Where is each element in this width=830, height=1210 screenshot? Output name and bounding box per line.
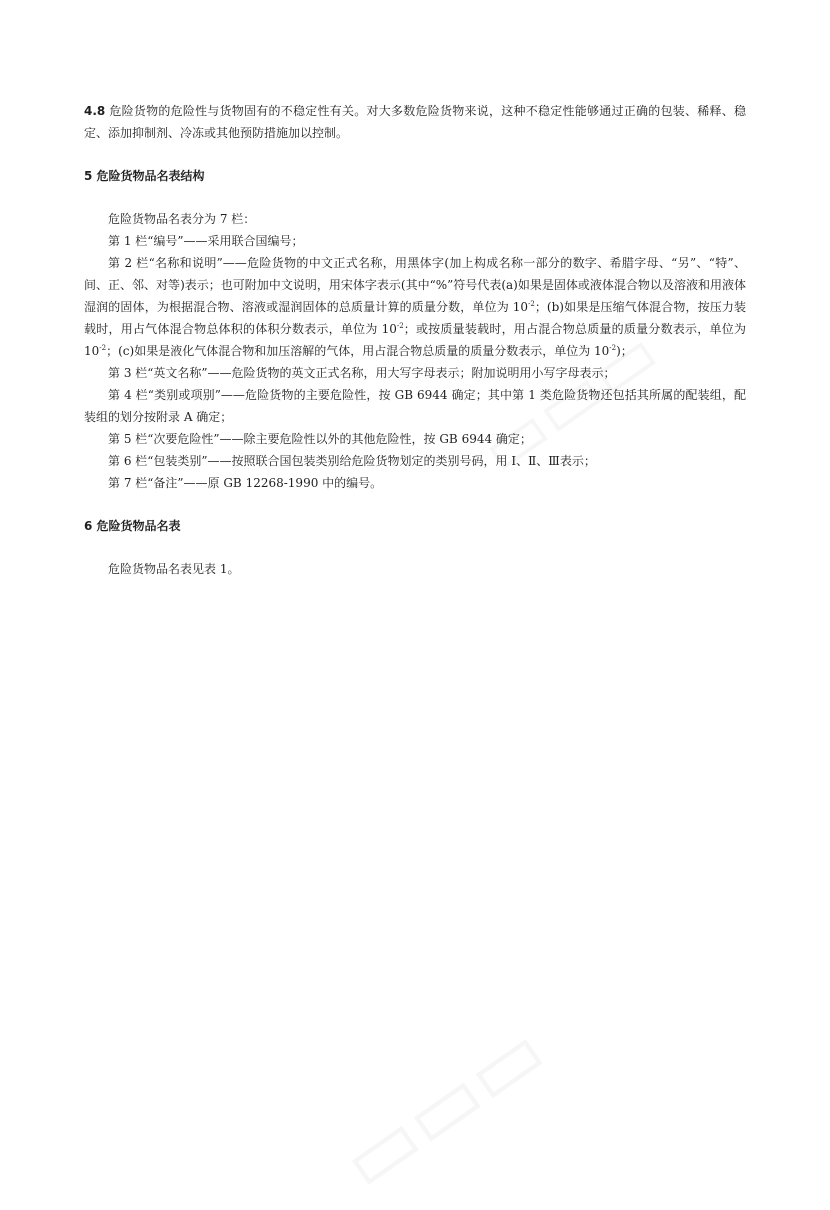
clause-4-8 (84, 100, 746, 144)
clause-text: 危险货物的危险性与货物固有的不稳定性有关。对大多数危险货物来说，这种不稳定性能够通过正确的包装、稀释、稳定、添加抑制剂、冷冻或其他预防措施加以控制。 (84, 104, 746, 140)
clause-number: 4.8 (84, 104, 106, 118)
col2-part-d: ；(c)如果是液化气体混合物和加压溶解的气体，用占混合物总质量的质量分数表示，单位为 10 (106, 344, 610, 358)
table-structure-intro: 危险货物品名表分为 7 栏： (108, 212, 256, 226)
col2-part-e: )； (616, 344, 633, 358)
section-5-heading: 5 危险货物品名表结构 (84, 169, 205, 183)
table-reference: 危险货物品名表见表 1。 (108, 562, 240, 576)
exponent: -2 (609, 344, 617, 352)
col2-part-a: 第 2 栏“名称和说明”——危险货物的中文正式名称，用黑体字(加上构成名称一部分的数字、希腊字母、“另”、“特”、间、正、邻、对等)表示；也可附加中文说明，用宋体字表示(其中“%”符号代表(a)如果是固体或液体混合物以及溶液和用液体湿润的固体，为根据混合物、溶液或湿润固体的总质量计算的质量分数，单位为 10 (84, 256, 746, 314)
watermark-mark (324, 1003, 563, 1209)
column-7-description: 第 7 栏“备注”——原 GB 12268-1990 中的编号。 (108, 476, 383, 490)
exponent: -2 (528, 300, 535, 308)
exponent: -2 (396, 322, 404, 330)
exponent: -2 (99, 344, 107, 352)
column-6-description: 第 6 栏“包装类别”——按照联合国包装类别给危险货物划定的类别号码，用 Ⅰ、Ⅱ、Ⅲ表示； (108, 454, 596, 468)
section-6-heading: 6 危险货物品名表 (84, 519, 181, 533)
column-2-description (84, 252, 746, 362)
col2-part-c: ；或按质量装载时，用占混合物总质量的质量分数表示，单位为 10 (84, 322, 746, 358)
column-3-description: 第 3 栏“英文名称”——危险货物的英文正式名称，用大写字母表示；附加说明用小写字母表示； (108, 366, 616, 380)
column-4-description: 第 4 栏“类别或项别”——危险货物的主要危险性，按 GB 6944 确定；其中第 1 类危险货物还包括其所属的配装组，配装组的划分按附录 A 确定； (84, 388, 746, 424)
column-1-description: 第 1 栏“编号”——采用联合国编号； (108, 234, 304, 248)
col2-part-b: ；(b)如果是压缩气体混合物，按压力装载时，用占气体混合物总体积的体积分数表示，单位为 10 (84, 300, 747, 336)
column-5-description: 第 5 栏“次要危险性”——除主要危险性以外的其他危险性，按 GB 6944 确定； (108, 432, 532, 446)
